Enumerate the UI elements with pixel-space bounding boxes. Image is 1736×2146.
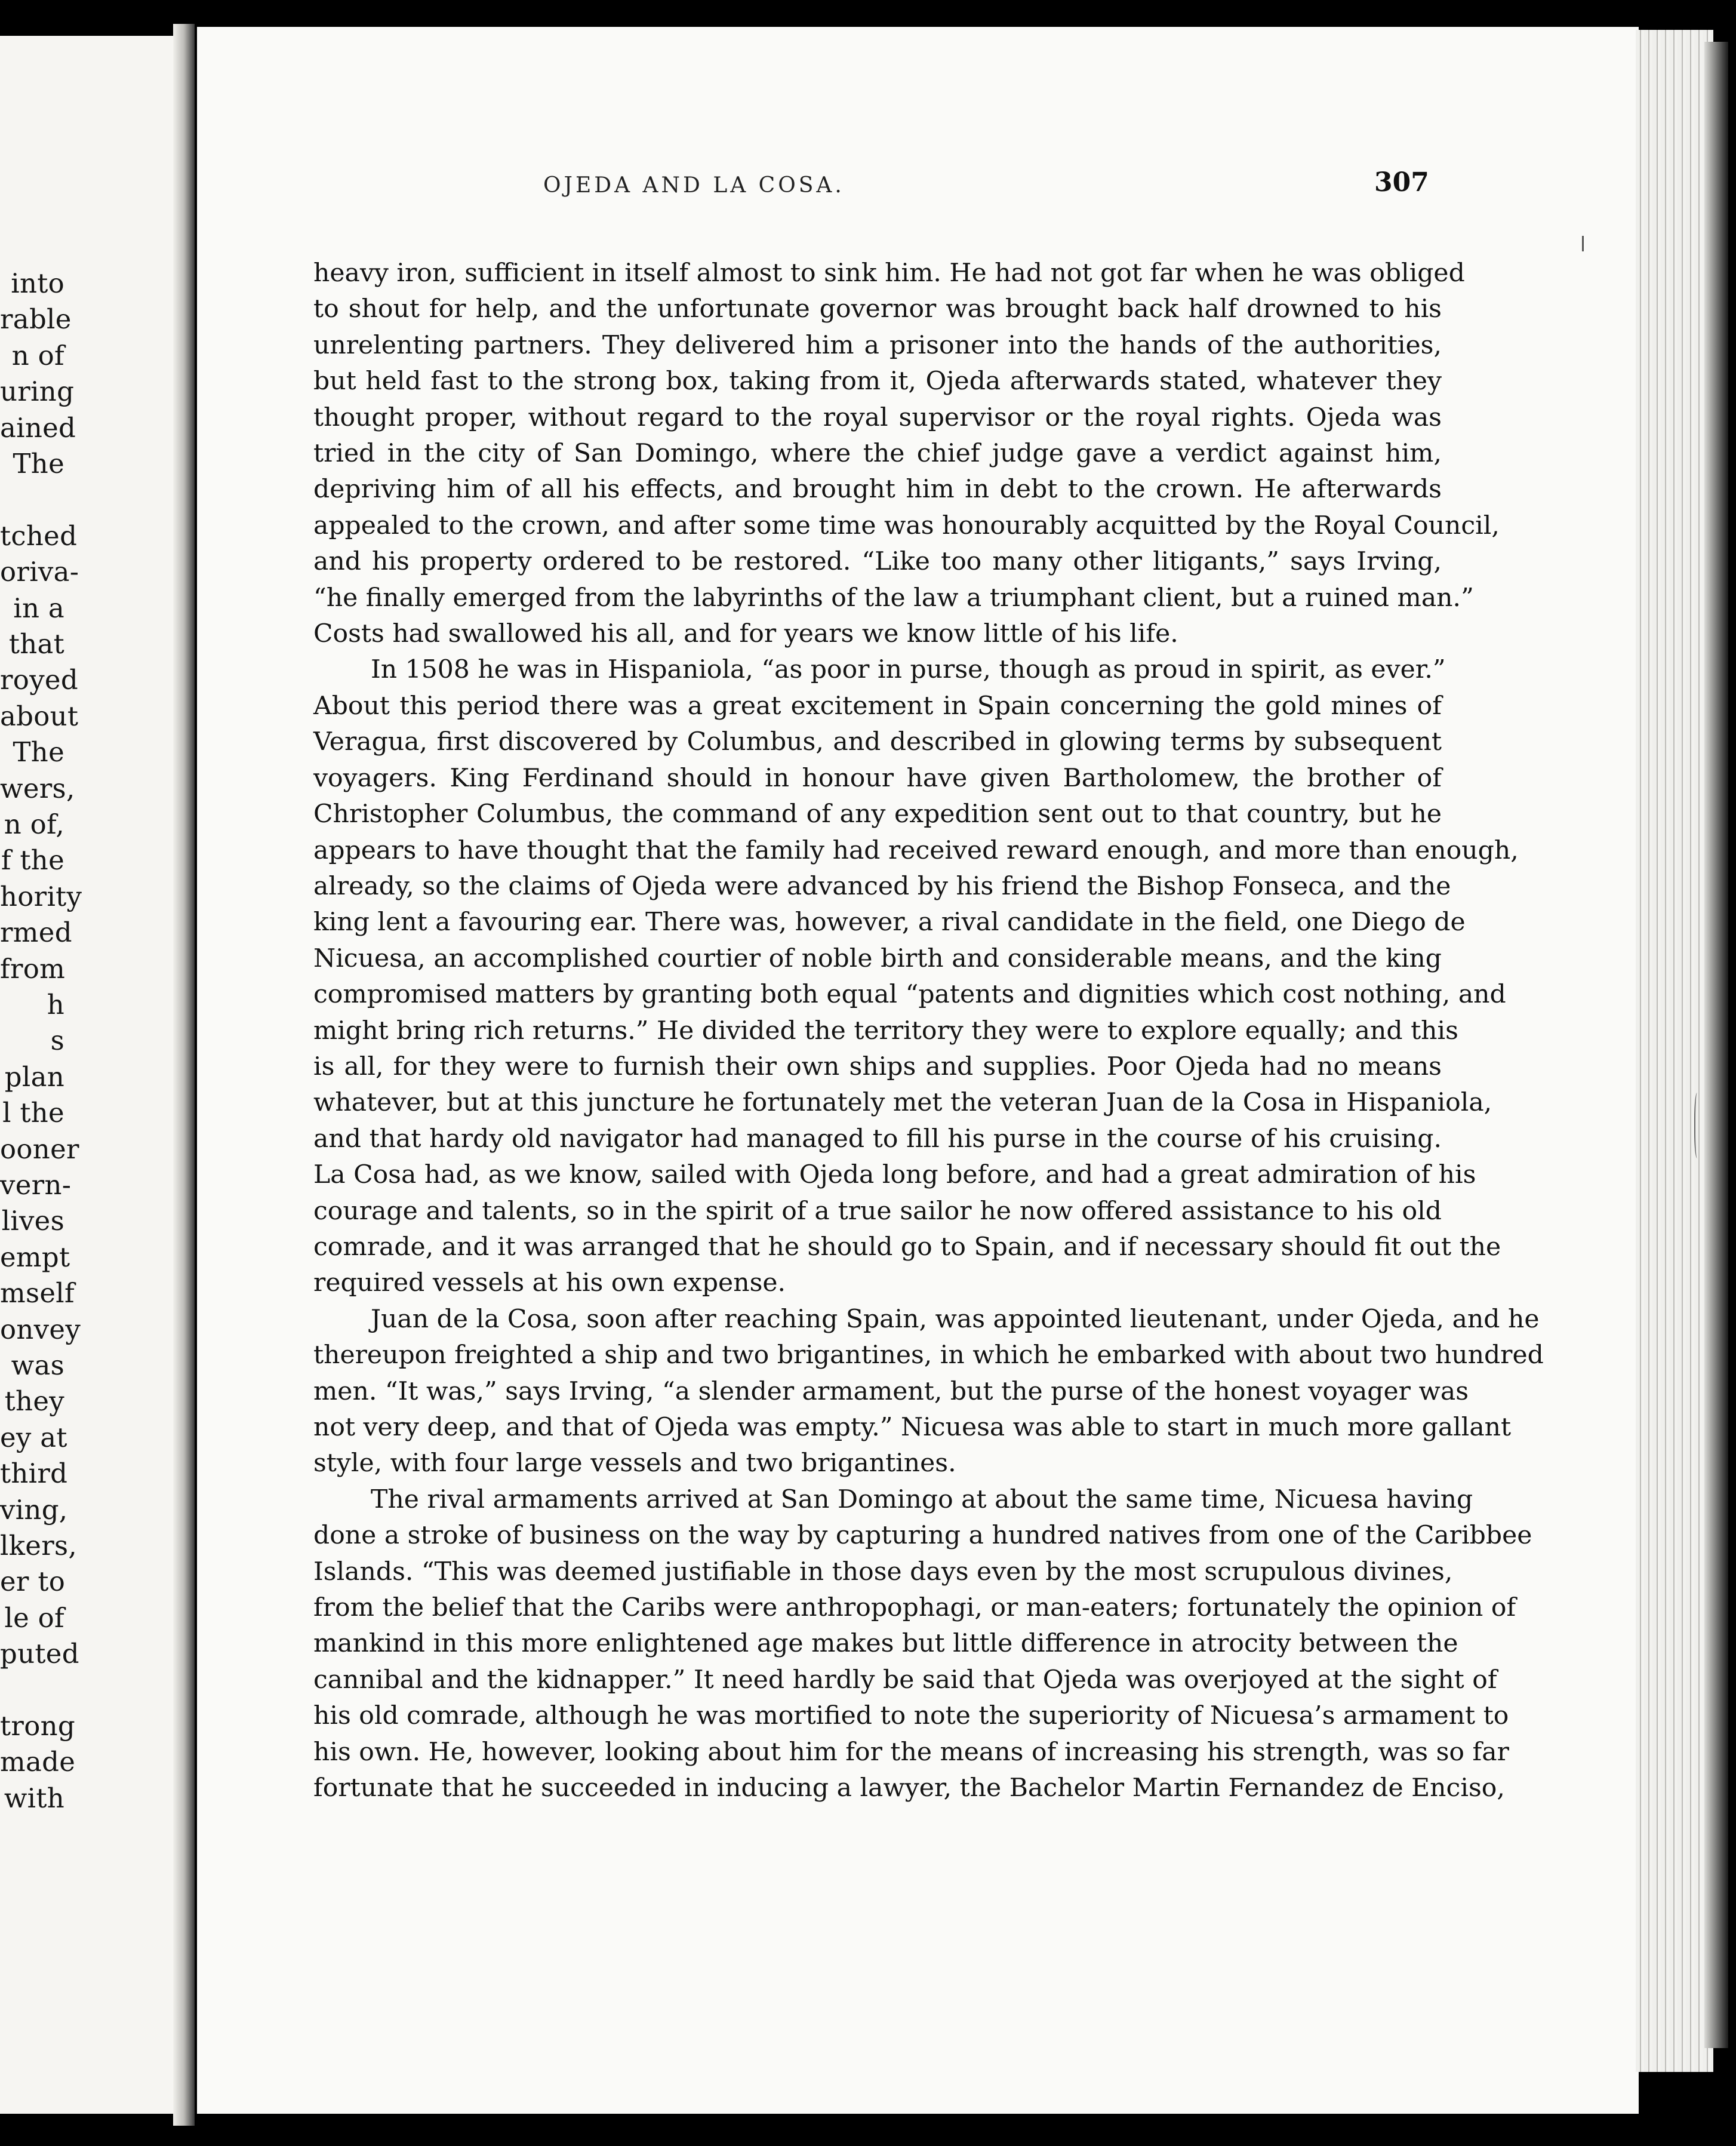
body-text — [313, 256, 1544, 1806]
facing-page-line: they — [4, 1385, 64, 1418]
facing-page-text — [0, 0, 179, 2146]
facing-page-line: that — [8, 628, 64, 660]
page-edges — [1636, 30, 1713, 2072]
facing-page-line: royed — [0, 664, 78, 696]
text-line: king lent a favouring ear. There was, however, a rival candidate in the field, one Diego de — [313, 908, 1466, 937]
text-line: required vessels at his own expense. — [313, 1268, 786, 1298]
paragraph — [313, 652, 1519, 1301]
text-line: comrade, and it was arranged that he should go to Spain, and if necessary should fit out the — [313, 1232, 1501, 1262]
text-line: Islands. “This was deemed justifiable in those days even by the most scrupulous divines, — [313, 1557, 1453, 1587]
text-line: In 1508 he was in Hispaniola, “as poor in purse, though as proud in spirit, as ever.” — [371, 655, 1446, 685]
facing-page-line: ving, — [0, 1493, 68, 1526]
facing-page-line: vern- — [0, 1169, 72, 1201]
facing-page-line: with — [4, 1782, 64, 1814]
text-line: The rival armaments arrived at San Domingo at about the same time, Nicuesa having — [371, 1484, 1473, 1514]
facing-page-line: in a — [13, 592, 64, 624]
facing-page-line: third — [0, 1458, 68, 1490]
text-line: thereupon freighted a ship and two brigantines, in which he embarked with about two hundred — [313, 1341, 1544, 1370]
text-line: from the belief that the Caribs were anthropophagi, or man-eaters; fortunately the opinion of — [313, 1593, 1516, 1623]
facing-page-line: empt — [0, 1241, 70, 1273]
text-line: voyagers. King Ferdinand should in honour have given Bartholomew, the brother of — [313, 763, 1442, 793]
text-line: his old comrade, although he was mortified to note the superiority of Nicuesa’s armament to — [313, 1701, 1509, 1731]
facing-page-line: n of, — [4, 808, 64, 840]
facing-page-line: The — [13, 736, 64, 768]
text-line: appealed to the crown, and after some time was honourably acquitted by the Royal Council, — [313, 511, 1500, 540]
edge-mark — [1694, 1093, 1701, 1158]
facing-page-line: into — [11, 268, 64, 299]
text-line: whatever, but at this juncture he fortunately met the veteran Juan de la Cosa in Hispaniola, — [313, 1088, 1492, 1118]
text-line: is all, for they were to furnish their own ships and supplies. Poor Ojeda had no means — [313, 1052, 1442, 1081]
text-line: courage and talents, so in the spirit of a true sailor he now offered assistance to his old — [313, 1196, 1442, 1226]
facing-page-line: about — [0, 700, 79, 732]
facing-page-line: n of — [11, 339, 64, 371]
text-line: style, with four large vessels and two brigantines. — [313, 1449, 956, 1478]
facing-page-line: le of — [4, 1601, 64, 1634]
text-line: men. “It was,” says Irving, “a slender armament, but the purse of the honest voyager was — [313, 1376, 1469, 1406]
margin-mark — [1582, 236, 1584, 251]
text-line: his own. He, however, looking about him for the means of increasing his strength, was so far — [313, 1737, 1509, 1767]
facing-page-line: trong — [0, 1710, 75, 1742]
text-line: About this period there was a great excitement in Spain concerning the gold mines of — [313, 691, 1442, 721]
paragraph — [313, 256, 1500, 652]
facing-page-line: rable — [0, 303, 72, 336]
text-line: already, so the claims of Ojeda were advanced by his friend the Bishop Fonseca, and the — [313, 871, 1451, 901]
facing-page-line: onvey — [0, 1313, 81, 1345]
facing-page-line: h — [47, 989, 64, 1020]
facing-page-line: uring — [0, 376, 75, 408]
text-line: Veragua, first discovered by Columbus, and described in glowing terms by subsequent — [313, 727, 1442, 757]
page-number: 307 — [1374, 167, 1429, 198]
text-line: done a stroke of business on the way by capturing a hundred natives from one of the Caribbee — [313, 1521, 1532, 1551]
facing-page-line: was — [11, 1349, 64, 1381]
running-head: OJEDA AND LA COSA. — [543, 173, 845, 198]
text-line: unrelenting partners. They delivered him a prisoner into the hands of the authorities, — [313, 330, 1442, 360]
facing-page-line: mself — [0, 1277, 75, 1309]
facing-page-line: wers, — [0, 772, 75, 804]
facing-page-line: s — [50, 1025, 64, 1057]
text-line: tried in the city of San Domingo, where the chief judge gave a verdict against him, — [313, 439, 1442, 469]
text-line: might bring rich returns.” He divided the territory they were to explore equally; and this — [313, 1016, 1458, 1046]
text-line: Nicuesa, an accomplished courtier of noble birth and considerable means, and the king — [313, 943, 1442, 973]
facing-page-line: tched — [0, 519, 78, 552]
facing-page-line: ey at — [0, 1421, 67, 1453]
edge-shadow — [1704, 42, 1728, 2048]
text-line: and his property ordered to be restored. “Like too many other litigants,” says Irving, — [313, 547, 1442, 577]
facing-page-line: oriva- — [0, 556, 79, 588]
facing-page-line: made — [0, 1746, 76, 1778]
text-line: but held fast to the strong box, taking from it, Ojeda afterwards stated, whatever they — [313, 367, 1442, 396]
text-line: Juan de la Cosa, soon after reaching Spain, was appointed lieutenant, under Ojeda, and he — [371, 1304, 1540, 1334]
facing-page-line: plan — [4, 1060, 64, 1093]
facing-page-line: ained — [0, 411, 76, 444]
text-line: Costs had swallowed his all, and for years we know little of his life. — [313, 619, 1178, 649]
text-line: cannibal and the kidnapper.” It need hardly be said that Ojeda was overjoyed at the sight of — [313, 1665, 1497, 1695]
facing-page-line: puted — [0, 1638, 79, 1670]
facing-page-line: lkers, — [0, 1530, 77, 1561]
facing-page-line: f the — [1, 844, 64, 877]
facing-page-line: l the — [2, 1097, 64, 1129]
facing-page-line: lives — [1, 1205, 64, 1237]
text-line: appears to have thought that the family had received reward enough, and more than enough, — [313, 835, 1519, 865]
text-line: Christopher Columbus, the command of any expedition sent out to that country, but he — [313, 800, 1442, 829]
text-line: mankind in this more enlightened age makes but little difference in atrocity between the — [313, 1629, 1458, 1659]
text-line: depriving him of all his effects, and brought him in debt to the crown. He afterwards — [313, 475, 1442, 505]
paragraph — [313, 1482, 1532, 1807]
text-line: “he finally emerged from the labyrinths of the law a triumphant client, but a ruined man.” — [313, 583, 1474, 613]
text-line: La Cosa had, as we know, sailed with Ojeda long before, and had a great admiration of his — [313, 1160, 1476, 1190]
facing-page-line: from — [0, 952, 66, 985]
text-line: fortunate that he succeeded in inducing a lawyer, the Bachelor Martin Fernandez de Enciso, — [313, 1773, 1505, 1803]
text-line: and that hardy old navigator had managed to fill his purse in the course of his cruising. — [313, 1124, 1442, 1154]
paragraph — [313, 1302, 1544, 1482]
text-line: not very deep, and that of Ojeda was empty.” Nicuesa was able to start in much more gallant — [313, 1413, 1512, 1442]
text-line: compromised matters by granting both equal “patents and dignities which cost nothing, and — [313, 980, 1506, 1010]
facing-page-line: hority — [0, 880, 82, 912]
book-gutter — [173, 24, 195, 2126]
text-line: heavy iron, sufficient in itself almost to sink him. He had not got far when he was obliged — [313, 259, 1465, 288]
text-line: to shout for help, and the unfortunate governor was brought back half drowned to his — [313, 294, 1442, 324]
facing-page-line: rmed — [0, 917, 72, 949]
facing-page-line: er to — [0, 1566, 66, 1598]
facing-page-line: The — [13, 448, 64, 479]
text-line: thought proper, without regard to the royal supervisor or the royal rights. Ojeda was — [313, 402, 1442, 432]
facing-page-line: ooner — [0, 1133, 79, 1165]
